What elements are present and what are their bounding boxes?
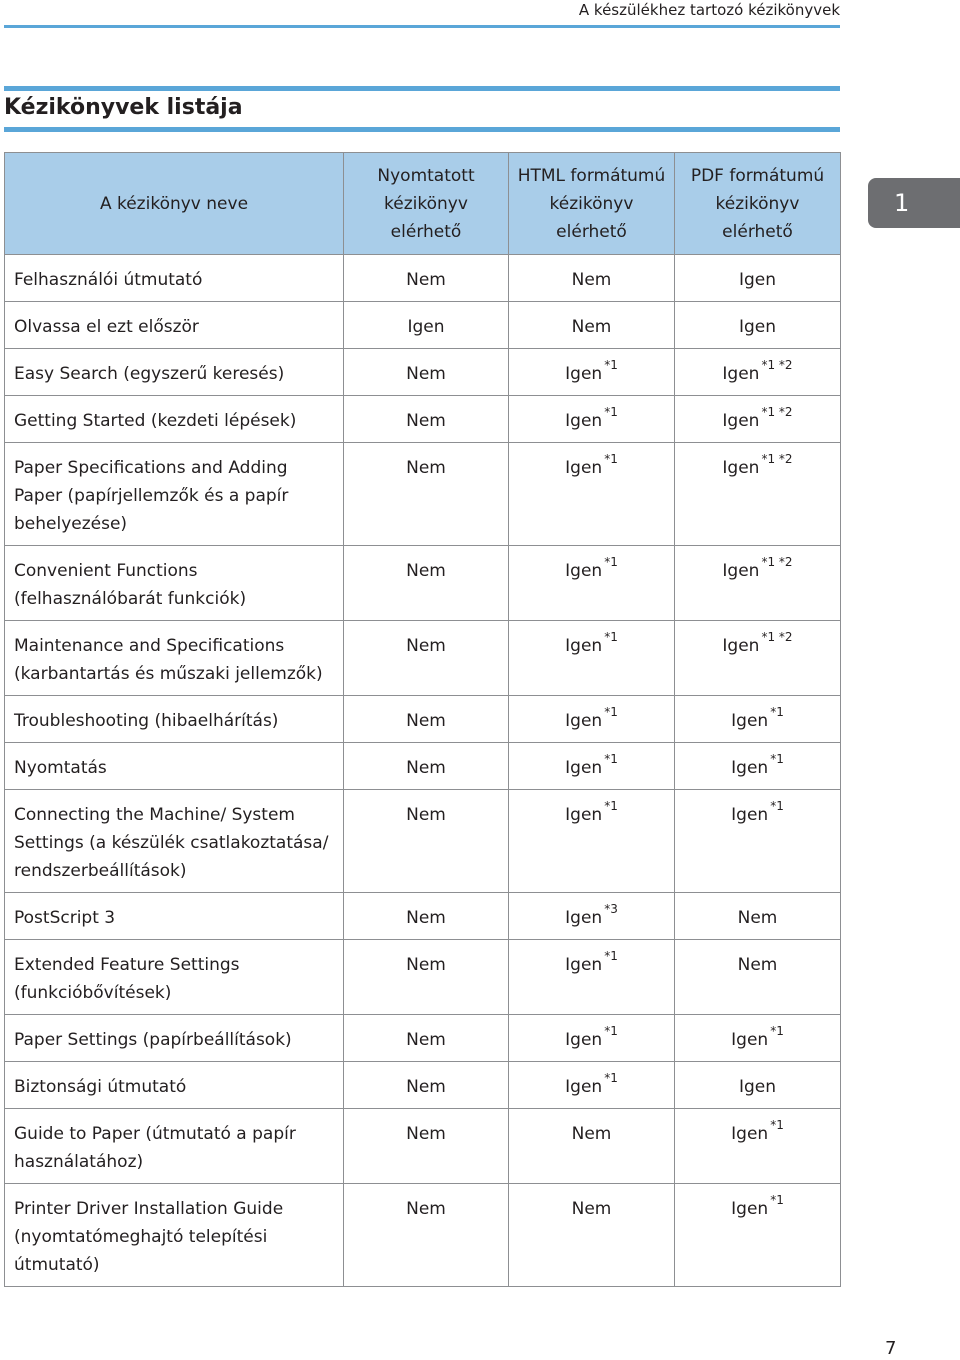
- cell-printed: [344, 255, 509, 302]
- footnote-marker: *1: [604, 555, 618, 570]
- cell-printed-text: Igen: [407, 317, 445, 337]
- footnote-marker: *1: [604, 949, 618, 964]
- cell-manual-name: [5, 1109, 344, 1184]
- table-row: [5, 1109, 841, 1184]
- table-row: [5, 621, 841, 696]
- footnote-marker: *1: [604, 799, 618, 814]
- cell-pdf-text: Igen: [722, 561, 760, 581]
- cell-printed-text: Nem: [406, 458, 446, 478]
- cell-pdf: [675, 1015, 841, 1062]
- cell-printed-text: Nem: [406, 758, 446, 778]
- cell-html-text: Igen: [565, 758, 603, 778]
- footnote-marker: *1: [604, 1071, 618, 1086]
- header-html: HTML formátumú kézikönyv elérhető: [509, 153, 675, 255]
- footnote-marker: *1: [604, 405, 618, 420]
- section-title-rule-top: [4, 86, 840, 91]
- cell-manual-name: [5, 1015, 344, 1062]
- cell-pdf-text: Igen: [731, 1199, 769, 1219]
- cell-manual-name-text: Easy Search (egyszerű keresés): [14, 364, 285, 384]
- cell-html: [509, 893, 675, 940]
- cell-pdf-text: Igen: [722, 458, 760, 478]
- cell-manual-name: [5, 546, 344, 621]
- table-row: [5, 546, 841, 621]
- footnote-marker: *1: [770, 799, 784, 814]
- cell-printed-text: Nem: [406, 955, 446, 975]
- cell-html: [509, 790, 675, 893]
- footnote-marker: *1: [770, 1193, 784, 1208]
- cell-html-text: Igen: [565, 364, 603, 384]
- page-number: 7: [885, 1338, 897, 1359]
- cell-manual-name-text: Getting Started (kezdeti lépések): [14, 411, 297, 431]
- cell-pdf: [675, 790, 841, 893]
- cell-pdf: [675, 743, 841, 790]
- cell-pdf-text: Igen: [722, 636, 760, 656]
- cell-html-text: Igen: [565, 636, 603, 656]
- cell-manual-name: [5, 302, 344, 349]
- cell-pdf: [675, 396, 841, 443]
- cell-html: [509, 940, 675, 1015]
- cell-manual-name-text: Maintenance and Specifications (karbantartás és műszaki jellemzők): [14, 636, 323, 684]
- footnote-marker: *1: [604, 358, 618, 373]
- cell-printed: [344, 1015, 509, 1062]
- cell-printed-text: Nem: [406, 908, 446, 928]
- section-title: Kézikönyvek listája: [4, 95, 243, 120]
- table-row: [5, 443, 841, 546]
- cell-printed-text: Nem: [406, 364, 446, 384]
- table-row: [5, 893, 841, 940]
- cell-html: [509, 696, 675, 743]
- footnote-marker: *1: [604, 452, 618, 467]
- cell-manual-name-text: Connecting the Machine/ System Settings (a készülék csatlakoztatása/ rendszerbeállítások): [14, 805, 329, 881]
- cell-printed-text: Nem: [406, 1124, 446, 1144]
- cell-pdf: [675, 302, 841, 349]
- cell-manual-name: [5, 1062, 344, 1109]
- cell-pdf: [675, 940, 841, 1015]
- cell-html: [509, 349, 675, 396]
- cell-pdf-text: Igen: [731, 711, 769, 731]
- cell-manual-name-text: Paper Settings (papírbeállítások): [14, 1030, 292, 1050]
- manuals-table: [4, 152, 841, 1287]
- cell-html: [509, 1062, 675, 1109]
- header-printed: Nyomtatott kézikönyv elérhető: [344, 153, 509, 255]
- header-manual-name: A kézikönyv neve: [5, 153, 344, 255]
- footnote-marker: *1 *2: [761, 358, 793, 373]
- table-row: [5, 743, 841, 790]
- cell-manual-name-text: Felhasználói útmutató: [14, 270, 203, 290]
- table-row: [5, 302, 841, 349]
- cell-manual-name: [5, 255, 344, 302]
- cell-manual-name: [5, 940, 344, 1015]
- cell-manual-name: [5, 1184, 344, 1287]
- cell-html-text: Igen: [565, 805, 603, 825]
- table-row: [5, 1015, 841, 1062]
- cell-manual-name-text: Olvassa el ezt először: [14, 317, 199, 337]
- cell-manual-name: [5, 790, 344, 893]
- cell-printed: [344, 302, 509, 349]
- cell-pdf: [675, 255, 841, 302]
- table-row: [5, 255, 841, 302]
- cell-pdf-text: Igen: [731, 805, 769, 825]
- cell-html-text: Nem: [571, 317, 612, 337]
- cell-html-text: Igen: [565, 1030, 603, 1050]
- cell-manual-name: [5, 621, 344, 696]
- cell-html-text: Nem: [571, 1199, 612, 1219]
- table-row: [5, 349, 841, 396]
- cell-printed-text: Nem: [406, 1199, 446, 1219]
- footnote-marker: *1: [604, 630, 618, 645]
- cell-manual-name-text: Troubleshooting (hibaelhárítás): [14, 711, 279, 731]
- cell-pdf-text: Igen: [722, 364, 760, 384]
- cell-pdf-text: Igen: [731, 1124, 769, 1144]
- cell-html: [509, 255, 675, 302]
- cell-pdf: [675, 1062, 841, 1109]
- table-header-row: [5, 153, 841, 255]
- table-row: [5, 696, 841, 743]
- cell-html-text: Igen: [565, 1077, 603, 1097]
- table-row: [5, 1062, 841, 1109]
- cell-html-text: Igen: [565, 411, 603, 431]
- cell-printed: [344, 349, 509, 396]
- cell-printed: [344, 696, 509, 743]
- cell-html-text: Igen: [565, 908, 603, 928]
- cell-html: [509, 1184, 675, 1287]
- cell-html: [509, 443, 675, 546]
- footnote-marker: *1: [770, 705, 784, 720]
- cell-printed: [344, 940, 509, 1015]
- cell-pdf-text: Igen: [722, 411, 760, 431]
- cell-printed: [344, 1062, 509, 1109]
- header-pdf: PDF formátumú kézikönyv elérhető: [675, 153, 841, 255]
- footnote-marker: *1: [770, 1024, 784, 1039]
- cell-pdf-text: Igen: [738, 270, 777, 290]
- cell-manual-name-text: Paper Specifications and Adding Paper (papírjellemzők és a papír behelyezése): [14, 458, 289, 534]
- cell-manual-name-text: Convenient Functions (felhasználóbarát funkciók): [14, 561, 247, 609]
- cell-html-text: Igen: [565, 458, 603, 478]
- cell-html-text: Igen: [565, 561, 603, 581]
- cell-pdf-text: Igen: [738, 1077, 777, 1097]
- cell-printed-text: Nem: [406, 805, 446, 825]
- footnote-marker: *1: [604, 752, 618, 767]
- footnote-marker: *1 *2: [761, 405, 793, 420]
- cell-manual-name: [5, 743, 344, 790]
- cell-pdf-text: Nem: [737, 908, 778, 928]
- cell-printed-text: Nem: [406, 636, 446, 656]
- footnote-marker: *1 *2: [761, 630, 793, 645]
- cell-pdf: [675, 621, 841, 696]
- table-row: [5, 396, 841, 443]
- table-row: [5, 940, 841, 1015]
- cell-manual-name: [5, 443, 344, 546]
- cell-printed-text: Nem: [406, 270, 446, 290]
- table-row: [5, 790, 841, 893]
- cell-pdf: [675, 893, 841, 940]
- table-body: [5, 255, 841, 1287]
- cell-manual-name: [5, 396, 344, 443]
- cell-manual-name-text: Nyomtatás: [14, 758, 107, 778]
- cell-html: [509, 396, 675, 443]
- cell-html: [509, 546, 675, 621]
- cell-pdf-text: Igen: [731, 758, 769, 778]
- cell-manual-name: [5, 349, 344, 396]
- footnote-marker: *1: [770, 752, 784, 767]
- cell-html: [509, 1015, 675, 1062]
- cell-html-text: Igen: [565, 711, 603, 731]
- cell-printed: [344, 1109, 509, 1184]
- cell-pdf-text: Nem: [737, 955, 778, 975]
- cell-pdf: [675, 696, 841, 743]
- running-head: A készülékhez tartozó kézikönyvek: [578, 1, 840, 19]
- cell-pdf: [675, 1109, 841, 1184]
- cell-printed-text: Nem: [406, 561, 446, 581]
- cell-pdf-text: Igen: [731, 1030, 769, 1050]
- cell-pdf: [675, 546, 841, 621]
- cell-pdf-text: Igen: [738, 317, 777, 337]
- cell-html: [509, 743, 675, 790]
- footnote-marker: *1: [604, 1024, 618, 1039]
- cell-printed-text: Nem: [406, 711, 446, 731]
- footnote-marker: *1 *2: [761, 452, 793, 467]
- table-row: [5, 1184, 841, 1287]
- cell-printed: [344, 443, 509, 546]
- cell-html: [509, 621, 675, 696]
- cell-html: [509, 302, 675, 349]
- cell-manual-name-text: Extended Feature Settings (funkcióbővítések): [14, 955, 240, 1003]
- cell-manual-name-text: PostScript 3: [14, 908, 116, 928]
- cell-manual-name-text: Biztonsági útmutató: [14, 1077, 187, 1097]
- cell-manual-name: [5, 696, 344, 743]
- cell-printed: [344, 546, 509, 621]
- cell-manual-name-text: Guide to Paper (útmutató a papír használatához): [14, 1124, 296, 1172]
- footnote-marker: *1 *2: [761, 555, 793, 570]
- cell-html-text: Igen: [565, 955, 603, 975]
- cell-printed: [344, 893, 509, 940]
- section-title-rule-bottom: [4, 127, 840, 132]
- cell-pdf: [675, 443, 841, 546]
- cell-html-text: Nem: [571, 270, 612, 290]
- header-rule: [4, 25, 840, 28]
- cell-pdf: [675, 1184, 841, 1287]
- cell-printed-text: Nem: [406, 1077, 446, 1097]
- footnote-marker: *3: [604, 902, 618, 917]
- cell-html-text: Nem: [571, 1124, 612, 1144]
- cell-printed: [344, 621, 509, 696]
- cell-printed: [344, 396, 509, 443]
- chapter-tab: 1: [868, 178, 960, 228]
- footnote-marker: *1: [604, 705, 618, 720]
- cell-printed: [344, 1184, 509, 1287]
- cell-printed: [344, 790, 509, 893]
- cell-pdf: [675, 349, 841, 396]
- cell-printed: [344, 743, 509, 790]
- cell-html: [509, 1109, 675, 1184]
- cell-printed-text: Nem: [406, 1030, 446, 1050]
- cell-printed-text: Nem: [406, 411, 446, 431]
- footnote-marker: *1: [770, 1118, 784, 1133]
- cell-manual-name-text: Printer Driver Installation Guide (nyomtatómeghajtó telepítési útmutató): [14, 1199, 284, 1275]
- cell-manual-name: [5, 893, 344, 940]
